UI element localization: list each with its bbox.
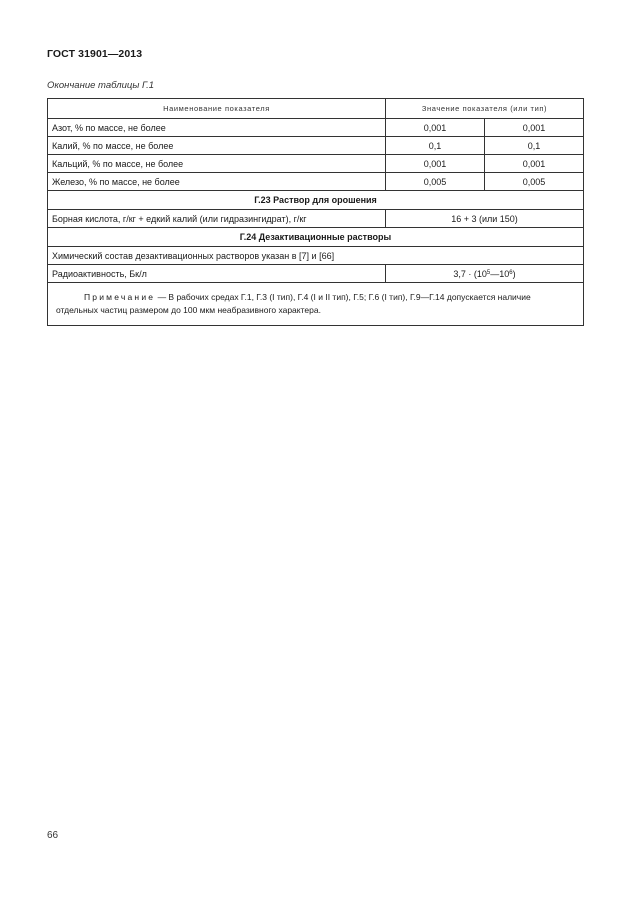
exponent: 5	[486, 269, 491, 276]
table-row	[48, 210, 584, 228]
row-value	[386, 265, 584, 283]
row-name: Борная кислота, г/кг + едкий калий (или гидразингидрат), г/кг	[48, 210, 386, 228]
section-title: Г.24 Дезактивационные растворы	[48, 228, 584, 247]
row-text: Химический состав дезактивационных растворов указан в [7] и [66]	[48, 247, 584, 265]
row-value: 16 + 3 (или 150)	[386, 210, 584, 228]
row-value: 0,005	[386, 173, 485, 191]
table-row	[48, 137, 584, 155]
table-row	[48, 173, 584, 191]
row-name: Железо, % по массе, не более	[48, 173, 386, 191]
row-value: 0,001	[386, 119, 485, 137]
table-row	[48, 247, 584, 265]
table-row	[48, 265, 584, 283]
note-row	[48, 283, 584, 326]
row-value: 0,001	[485, 119, 584, 137]
row-value: 0,1	[386, 137, 485, 155]
row-value: 0,1	[485, 137, 584, 155]
note-text: — В рабочих средах Г.1, Г.3 (I тип), Г.4 (I и II тип), Г.5; Г.6 (I тип), Г.9—Г.14 допускается наличие отдельных частиц размером до 100 мкм неабразивного характера.	[56, 292, 531, 315]
row-value: 0,001	[485, 155, 584, 173]
table-row	[48, 155, 584, 173]
value-suffix: )	[512, 268, 516, 279]
value-prefix: 3,7 · (10	[453, 268, 487, 279]
column-header-name: Наименование показателя	[48, 99, 386, 119]
table-header-row	[48, 99, 584, 119]
page-number: 66	[47, 830, 59, 841]
exponent: 6	[509, 269, 513, 276]
row-value: 0,005	[485, 173, 584, 191]
section-row-g23	[48, 191, 584, 210]
section-title: Г.23 Раствор для орошения	[48, 191, 584, 210]
row-name: Кальций, % по массе, не более	[48, 155, 386, 173]
note-lead: Примечание	[84, 292, 156, 302]
table-row	[48, 119, 584, 137]
properties-table	[47, 98, 584, 326]
note-cell	[48, 283, 584, 326]
document-header: ГОСТ 31901—2013	[47, 48, 143, 60]
section-row-g24	[48, 228, 584, 247]
row-name: Радиоактивность, Бк/л	[48, 265, 386, 283]
column-header-value: Значение показателя (или тип)	[386, 99, 584, 119]
row-name: Калий, % по массе, не более	[48, 137, 386, 155]
row-value: 0,001	[386, 155, 485, 173]
row-name: Азот, % по массе, не более	[48, 119, 386, 137]
table-caption: Окончание таблицы Г.1	[47, 80, 155, 91]
value-mid: —10	[490, 268, 510, 279]
